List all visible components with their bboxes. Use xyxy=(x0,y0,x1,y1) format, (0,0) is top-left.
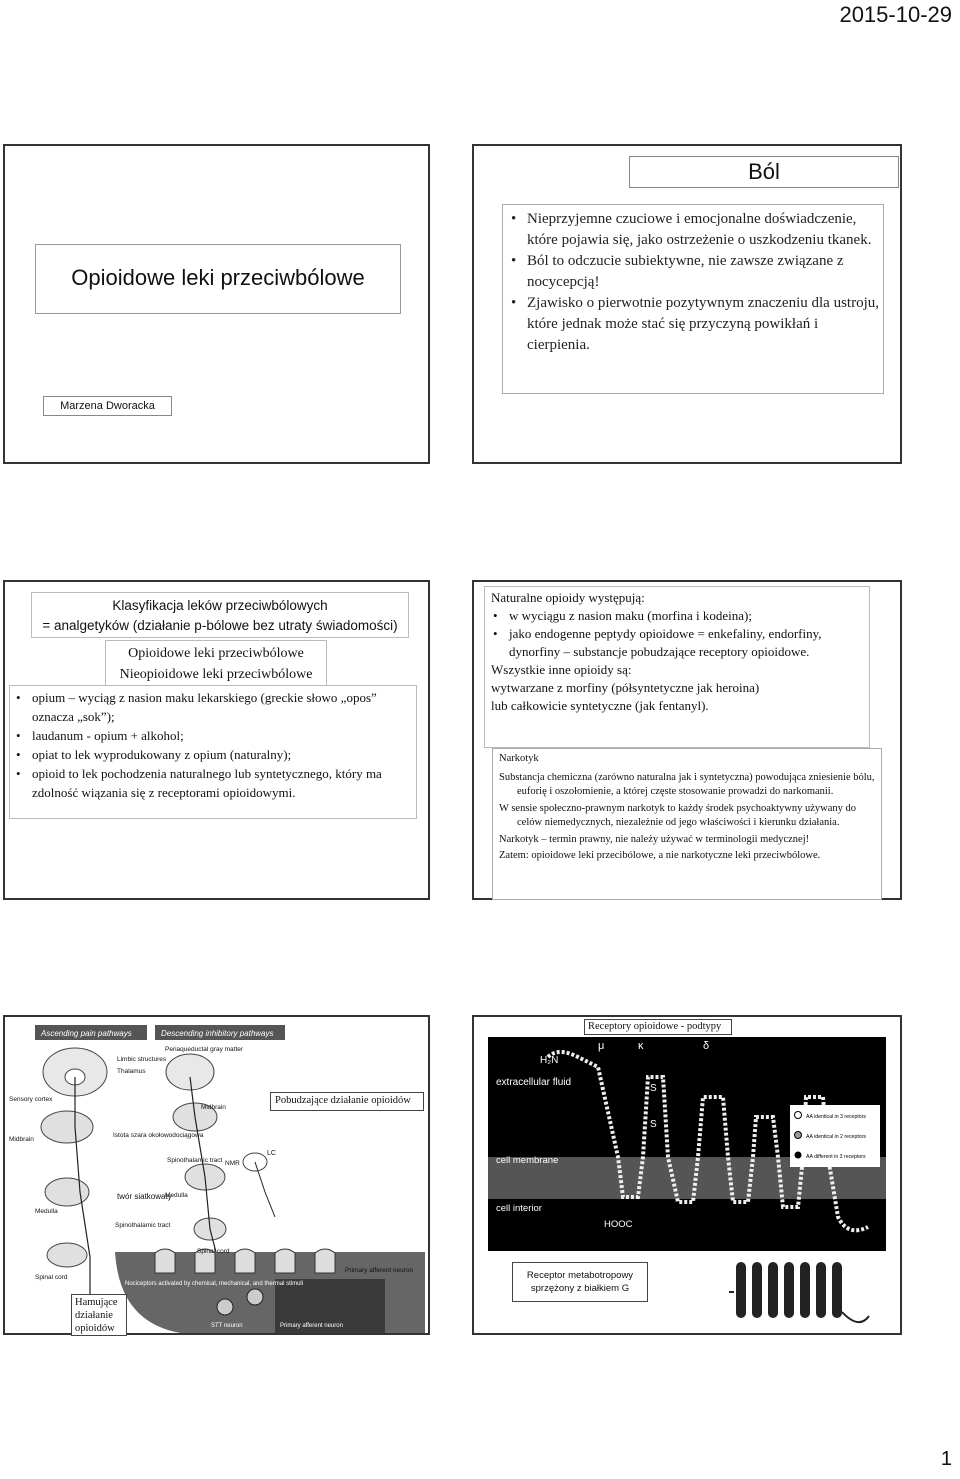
slide-3-bullets xyxy=(14,688,412,802)
label-midbrain: Midbrain xyxy=(9,1136,34,1143)
slide-3-sub2: Nieopioidowe leki przeciwbólowe xyxy=(119,667,313,682)
label-periaqueductal: Periaqueductal gray matter xyxy=(165,1046,244,1053)
label-primary-afferent-2: Primary afferent neuron xyxy=(280,1323,343,1329)
synapse-dot xyxy=(247,1289,263,1305)
label-midbrain-right: Midbrain xyxy=(201,1104,226,1111)
ascending-header: Ascending pain pathways xyxy=(41,1029,132,1038)
label-cell-interior: cell interior xyxy=(496,1203,542,1214)
slide-4 xyxy=(472,580,902,900)
label-hooc: HOOC xyxy=(604,1219,633,1230)
slide-3-title-box xyxy=(31,592,409,638)
label-cell-membrane: cell membrane xyxy=(496,1155,559,1166)
page-number: 1 xyxy=(940,1448,952,1470)
label-extracellular: extracellular fluid xyxy=(496,1077,572,1088)
label-pobudzajace: Pobudzające działanie opioidów xyxy=(270,1092,424,1111)
slide-4-box-title: Narkotyk xyxy=(499,753,539,764)
pain-pathways-diagram xyxy=(5,1017,428,1333)
slide-1-title-box xyxy=(35,244,401,314)
slide-3-bullet: • laudanum - opium + alkohol; xyxy=(14,726,412,745)
label-nociceptors: Nociceptors activated by chemical, mechanical, and thermal stimuli xyxy=(125,1281,304,1287)
label-s2: S xyxy=(650,1119,657,1130)
label-metabotropowy: Receptor metabotropowy sprzężony z białkiem G xyxy=(512,1262,648,1302)
slide-4-narkotyk-box xyxy=(492,748,882,900)
slide-4-intro: Naturalne opioidy występują: xyxy=(491,590,645,605)
lc-pathway-line xyxy=(255,1162,275,1217)
label-nmr: NMR xyxy=(225,1160,240,1167)
slide-4-top-box xyxy=(484,586,870,748)
label-lc: LC xyxy=(267,1150,276,1157)
slide-3-bullet: • opiat to lek wyprodukowany z opium (naturalny); xyxy=(14,745,412,764)
legend-dot-identical3 xyxy=(795,1112,802,1119)
slide-4-line3: lub całkowicie syntetyczne (jak fentanyl). xyxy=(491,698,709,713)
label-spinothalamic-2: Spinothalamic tract xyxy=(115,1222,171,1229)
label-hamujace: Hamujące działanie opioidów xyxy=(71,1294,127,1336)
slide-6-title: Receptory opioidowe - podtypy xyxy=(584,1019,732,1035)
legend-item-3: AA different in 3 receptors xyxy=(806,1154,866,1160)
label-stt-neuron: STT neuron xyxy=(211,1323,243,1329)
synapse-dot xyxy=(217,1299,233,1315)
label-spinal-cord-right: Spinal cord xyxy=(197,1248,230,1255)
legend-item-1: AA identical in 3 receptors xyxy=(806,1114,866,1120)
label-primary-afferent: Primary afferent neuron xyxy=(345,1267,414,1274)
slide-2-body xyxy=(502,204,884,394)
slide-1 xyxy=(3,144,430,464)
slide-4-box-p2: W sensie społeczno-prawnym narkotyk to każdy środek psychoaktywny używany do celów niemedycznych, niezależnie od jego właściwości i kierunku działania. xyxy=(499,802,857,828)
slide-4-line2: wytwarzane z morfiny (półsyntetyczne jak heroina) xyxy=(491,680,760,695)
gpcr-serpentine-icon xyxy=(724,1252,874,1332)
slide-4-line1: Wszystkie inne opioidy są: xyxy=(491,662,632,677)
label-medulla-right: Medulla xyxy=(165,1192,188,1199)
slide-3 xyxy=(3,580,430,900)
slide-4-box-p4: Zatem: opioidowe leki przecibólowe, a nie narkotyczne leki przeciwbólowe. xyxy=(499,850,821,861)
slide-3-body xyxy=(9,685,417,819)
legend-item-2: AA identical in 2 receptors xyxy=(806,1134,866,1140)
slide-2-bullet: • Ból to odczucie subiektywne, nie zawsze związane z nocycepcją! xyxy=(509,251,879,293)
slide-4-bullet: • w wyciągu z nasion maku (morfina i kodeina); xyxy=(491,607,863,625)
slide-4-box-p3: Narkotyk – termin prawny, nie należy używać w terminologii medycznej! xyxy=(499,833,810,845)
receptor-delta: δ xyxy=(703,1040,710,1052)
label-s1: S xyxy=(650,1083,657,1094)
receptor-h2n: H₂N xyxy=(540,1055,559,1066)
slide-5 xyxy=(3,1015,430,1335)
receptor-mu: μ xyxy=(598,1040,605,1052)
label-twor: twór siatkowaty xyxy=(117,1192,172,1201)
label-medulla: Medulla xyxy=(35,1208,58,1215)
slide-3-title-line2: = analgetyków (działanie p-bólowe bez utraty świadomości) xyxy=(42,618,398,633)
medulla-shape-left xyxy=(45,1178,89,1206)
slide-4-box-p1: Substancja chemiczna (zarówno naturalna jak i syntetyczna) powodująca zniesienie bólu, euforię i oszołomienie, a której częste stosowanie prowadzi do narkomanii. xyxy=(499,771,875,797)
slide-3-title-line1: Klasyfikacja leków przeciwbólowych xyxy=(112,598,328,613)
label-sensory-cortex: Sensory cortex xyxy=(9,1096,53,1103)
slide-2-bullet: • Nieprzyjemne czuciowe i emocjonalne doświadczenie, które pojawia się, jako ostrzeżenie o uszkodzeniu tkanek. xyxy=(509,209,879,251)
label-spinothalamic: Spinothalamic tract xyxy=(167,1157,223,1164)
slide-2-title: Ból xyxy=(748,159,780,184)
label-spinal-cord: Spinal cord xyxy=(35,1274,68,1281)
slide-1-author: Marzena Dworacka xyxy=(43,396,172,416)
slide-2-bullet: • Zjawisko o pierwotnie pozytywnym znaczeniu dla ustroju, które jednak może stać się przyczyną powikłań i cierpienia. xyxy=(509,293,879,356)
slide-3-bullet: • opioid to lek pochodzenia naturalnego lub syntetycznego, który ma zdolność wiązania się z receptorami opioidowymi. xyxy=(14,764,412,802)
label-thalamus: Thalamus xyxy=(117,1068,146,1075)
spinalcord-shape-left xyxy=(47,1243,87,1267)
slide-1-title: Opioidowe leki przeciwbólowe xyxy=(71,265,365,290)
slide-4-bullet: • jako endogenne peptydy opioidowe = enkefaliny, endorfiny, dynorfiny – substancje pobudzające receptory opioidowe. xyxy=(491,625,863,661)
receptor-diagram xyxy=(488,1037,886,1251)
slide-3-subtitle-box xyxy=(105,640,327,686)
slide-2-bullets xyxy=(509,209,879,356)
label-istota: Istota szara okołowodociągowa xyxy=(113,1132,204,1139)
slide-2-title-box xyxy=(629,156,899,188)
header-date: 2015-10-29 xyxy=(839,2,952,27)
label-limbic: Limbic structures xyxy=(117,1056,167,1063)
slide-2 xyxy=(472,144,902,464)
legend-dot-identical2 xyxy=(795,1132,802,1139)
slide-3-bullet: • opium – wyciąg z nasion maku lekarskiego (greckie słowo „opos” oznacza „sok”); xyxy=(14,688,412,726)
legend-dot-different xyxy=(795,1152,802,1159)
midbrain-shape-left xyxy=(41,1111,93,1143)
descending-header: Descending inhibitory pathways xyxy=(161,1029,274,1038)
slide-4-bullets xyxy=(485,607,869,661)
slide-6 xyxy=(472,1015,902,1335)
receptor-kappa: κ xyxy=(638,1040,644,1052)
slide-3-sub1: Opioidowe leki przeciwbólowe xyxy=(128,646,304,661)
cortex-right xyxy=(166,1054,214,1090)
